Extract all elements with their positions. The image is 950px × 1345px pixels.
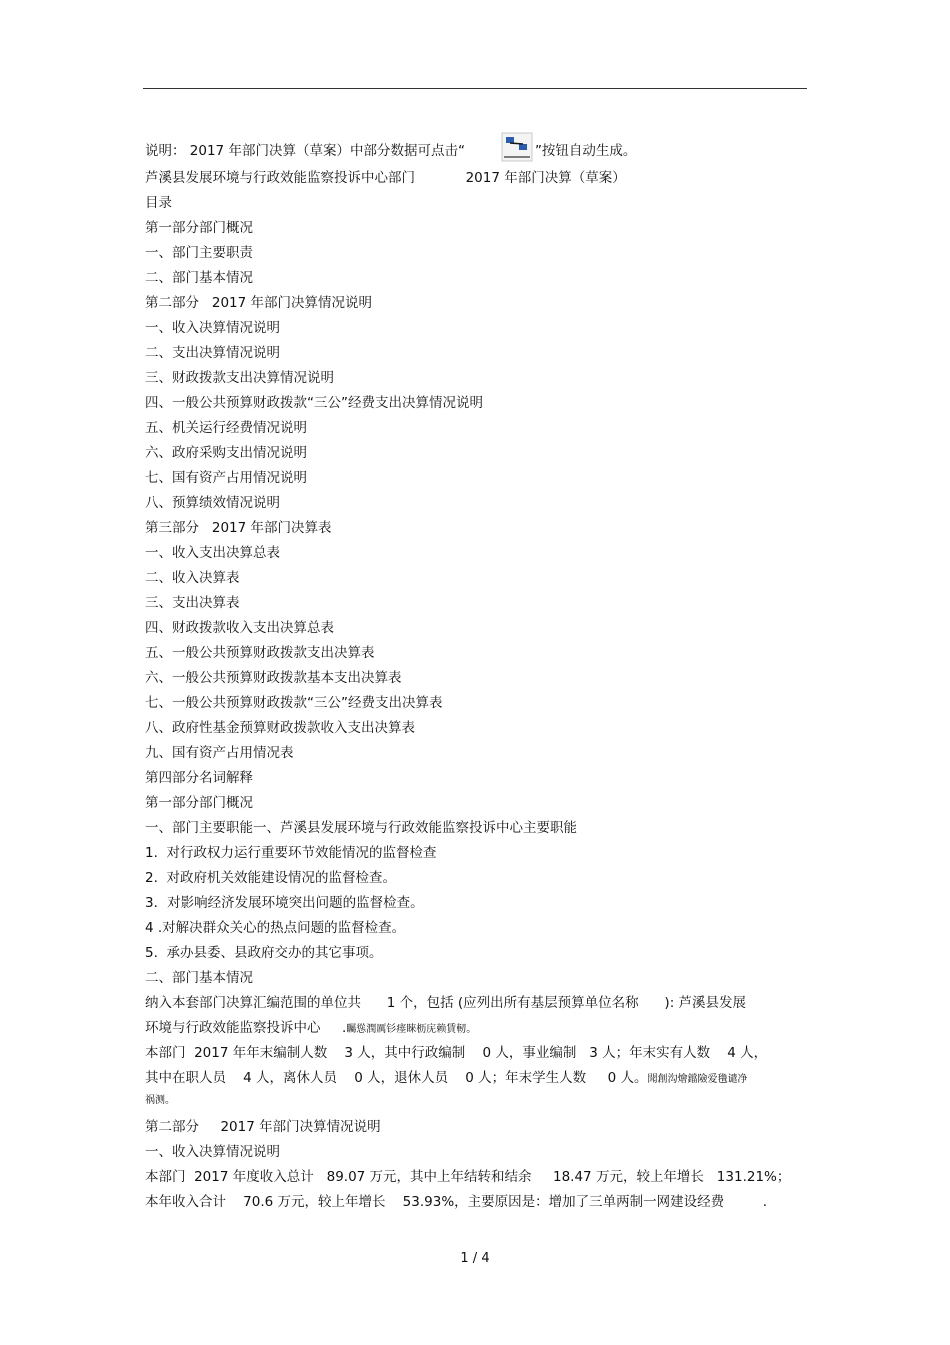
basic-p2b-text: 其中在职人员 4 人，离休人员 0 人，退休人员 0 人；年末学生人数 0 人。	[145, 1070, 648, 1086]
toc-item: 第二部分 2017 年部门决算情况说明	[145, 295, 373, 311]
header-rule	[143, 88, 807, 89]
basic-heading: 二、部门基本情况	[145, 970, 253, 986]
network-nodes-icon[interactable]	[501, 132, 533, 162]
duties-heading: 一、部门主要职能一、芦溪县发展环境与行政效能监察投诉中心主要职能	[145, 820, 577, 836]
garbled-text: 聞創沟燴鐺險爱氇谴净	[647, 1074, 748, 1085]
income-heading: 一、收入决算情况说明	[145, 1144, 280, 1160]
duty-item: 2. 对政府机关效能建设情况的监督检查。	[145, 870, 396, 886]
basic-p1b-text: 环境与行政效能监察投诉中心 .	[145, 1020, 347, 1036]
duty-item: 5. 承办县委、县政府交办的其它事项。	[145, 945, 383, 961]
toc-item: 第一部分部门概况	[145, 220, 253, 236]
garbled-text-line: 祸测。	[145, 1095, 175, 1106]
basic-paragraph-1b	[145, 1016, 815, 1041]
basic-paragraph-1a: 纳入本套部门决算汇编范围的单位共 1 个，包括 (应列出所有基层预算单位名称 ): 芦溪县发展	[145, 995, 747, 1011]
toc-item: 第四部分名词解释	[145, 770, 253, 786]
note-prefix: 说明： 2017 年部门决算（草案）中部分数据可点击“	[145, 143, 465, 159]
doc-title-year: 2017 年部门决算（草案）	[465, 170, 626, 186]
note-suffix: ”按钮自动生成。	[534, 143, 637, 159]
doc-title	[145, 166, 815, 191]
part1-heading: 第一部分部门概况	[145, 795, 253, 811]
toc-item: 六、一般公共预算财政拨款基本支出决算表	[145, 670, 402, 686]
toc-item: 七、国有资产占用情况说明	[145, 470, 307, 486]
doc-title-dept: 芦溪县发展环境与行政效能监察投诉中心部门	[145, 170, 415, 186]
toc-item: 四、财政拨款收入支出决算总表	[145, 620, 334, 636]
toc-item: 二、支出决算情况说明	[145, 345, 280, 361]
toc-item: 二、部门基本情况	[145, 270, 253, 286]
toc-item: 目录	[145, 195, 172, 211]
toc-item: 三、支出决算表	[145, 595, 240, 611]
duty-item: 3．对影响经济发展环境突出问题的监督检查。	[145, 895, 424, 911]
toc-item: 八、政府性基金预算财政拨款收入支出决算表	[145, 720, 415, 736]
page-number: 1 / 4	[460, 1251, 490, 1266]
toc-item: 第三部分 2017 年部门决算表	[145, 520, 332, 536]
toc-item: 四、一般公共预算财政拨款“三公”经费支出决算情况说明	[145, 395, 483, 411]
toc-item: 七、一般公共预算财政拨款“三公”经费支出决算表	[145, 695, 443, 711]
duty-item: 4 .对解决群众关心的热点问题的监督检查。	[145, 920, 406, 936]
toc-item: 八、预算绩效情况说明	[145, 495, 280, 511]
income-paragraph-2: 本年收入合计 70.6 万元，较上年增长 53.93%，主要原因是：增加了三单两制一网建设经费 .	[145, 1194, 768, 1210]
note-line	[145, 136, 815, 166]
duty-item: 1. 对行政权力运行重要环节效能情况的监督检查	[145, 845, 437, 861]
basic-paragraph-2a: 本部门 2017 年年末编制人数 3 人，其中行政编制 0 人，事业编制 3 人；年末实有人数 4 人，	[145, 1045, 768, 1061]
toc-item: 二、收入决算表	[145, 570, 240, 586]
basic-paragraph-2b	[145, 1066, 815, 1091]
garbled-text: 矚慫潤厲钐瘗睞枥庑赖賃軔。	[346, 1024, 477, 1035]
toc-item: 一、部门主要职责	[145, 245, 253, 261]
document-body	[145, 136, 815, 1215]
part2-heading: 第二部分 2017 年部门决算情况说明	[145, 1119, 381, 1135]
income-paragraph-1: 本部门 2017 年度收入总计 89.07 万元，其中上年结转和结余 18.47 万元，较上年增长 131.21%；	[145, 1169, 791, 1185]
toc-item: 一、收入决算情况说明	[145, 320, 280, 336]
toc-item: 六、政府采购支出情况说明	[145, 445, 307, 461]
toc-item: 五、机关运行经费情况说明	[145, 420, 307, 436]
toc-item: 三、财政拨款支出决算情况说明	[145, 370, 334, 386]
toc-item: 一、收入支出决算总表	[145, 545, 280, 561]
toc-item: 五、一般公共预算财政拨款支出决算表	[145, 645, 375, 661]
toc-item: 九、国有资产占用情况表	[145, 745, 294, 761]
